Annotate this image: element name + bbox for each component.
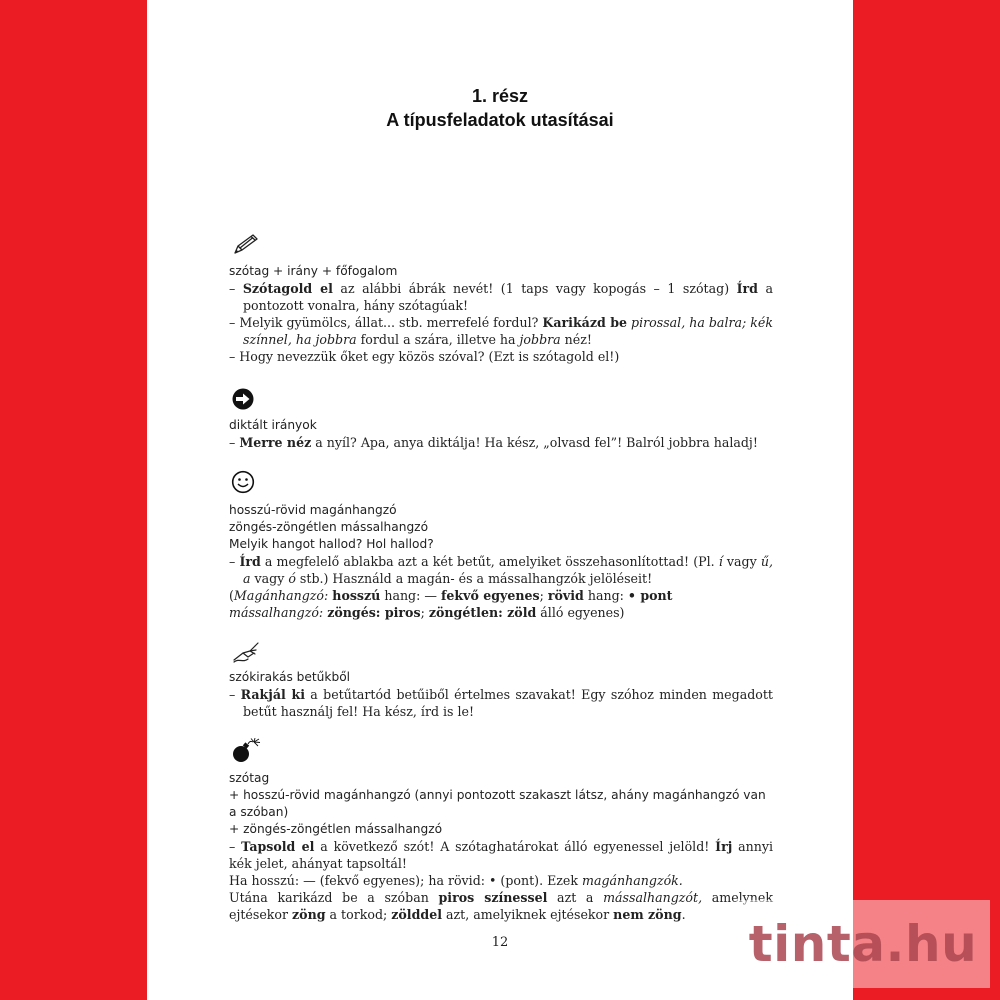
- legend-line: (Magánhangzó: hosszú hang: — fekvő egyenes; rövid hang: • pont: [229, 588, 673, 603]
- instruction-line: – Melyik gyümölcs, állat... stb. merrefelé fordul? Karikázd be pirossal, ha balra; kék színnel, ha jobbra fordul a szára, illetve ha jobbra néz!: [229, 315, 773, 347]
- section-label: + hosszú-rövid magánhangzó (annyi pontozott szakaszt látsz, ahány magánhangzó van a szóban): [229, 788, 766, 819]
- section-label: szótag + irány + főfogalom: [229, 264, 398, 278]
- smiley-face-icon: [231, 470, 255, 494]
- section-label: szótag: [229, 771, 270, 785]
- page-title: A típusfeladatok utasításai: [386, 110, 614, 130]
- section-word-building: [229, 669, 773, 720]
- instruction-line: – Tapsold el a következő szót! A szótaghatárokat álló egyenessel jelöld! Írj annyi kék jelet, ahányat tapsoltál!: [229, 839, 773, 871]
- instruction-line: – Írd a megfelelő ablakba azt a két betűt, amelyiket összehasonlítottad! (Pl. í vagy ű, a vagy ó stb.) Használd a magán- és a mássalhangzók jelöléseit!: [229, 554, 773, 586]
- section-label: diktált irányok: [229, 418, 317, 432]
- instruction-line: Ha hosszú: — (fekvő egyenes); ha rövid: • (pont). Ezek magánhangzók.: [229, 873, 683, 888]
- page-number: 12: [491, 935, 509, 950]
- legend-line: mássalhangzó: zöngés: piros; zöngétlen: zöld álló egyenes): [229, 605, 625, 620]
- document-page: [147, 0, 853, 1000]
- section-label: szókirakás betűkből: [229, 670, 351, 684]
- section-label: + zöngés-zöngétlen mássalhangzó: [229, 822, 443, 836]
- instruction-line: – Szótagold el az alábbi ábrák nevét! (1 taps vagy kopogás – 1 szótag) Írd a pontozott vonalra, hány szótagúak!: [229, 281, 773, 313]
- site-watermark: tinta.hu: [736, 900, 990, 988]
- section-vowels-consonants: [229, 502, 773, 621]
- instruction-line: – Hogy nevezzük őket egy közös szóval? (Ezt is szótagold el!): [229, 349, 620, 364]
- part-number-title: 1. rész: [471, 86, 529, 106]
- section-label: Melyik hangot hallod? Hol hallod?: [229, 537, 434, 551]
- section-syllables: [229, 263, 773, 365]
- section-label: hosszú-rövid magánhangzó: [229, 503, 397, 517]
- section-label: zöngés-zöngétlen mássalhangzó: [229, 520, 429, 534]
- bomb-icon: [231, 738, 261, 764]
- writing-hand-icon: [231, 640, 261, 664]
- arrow-right-circle-icon: [231, 387, 255, 411]
- instruction-line: Utána karikázd be a szóban piros színessel azt a mássalhangzót, amelynek ejtésekor zöng a torkod; zölddel azt, amelyiknek ejtésekor nem zöng.: [229, 890, 773, 922]
- section-directions: [229, 417, 773, 451]
- section-syllable-clapping: [229, 770, 773, 923]
- instruction-line: – Rakjál ki a betűtartód betűiből értelmes szavakat! Egy szóhoz minden megadott betűt használj fel! Ha kész, írd is le!: [229, 687, 773, 719]
- pencil-icon: [231, 232, 261, 256]
- instruction-line: – Merre néz a nyíl? Apa, anya diktálja! Ha kész, „olvasd fel”! Balról jobbra haladj!: [229, 435, 758, 450]
